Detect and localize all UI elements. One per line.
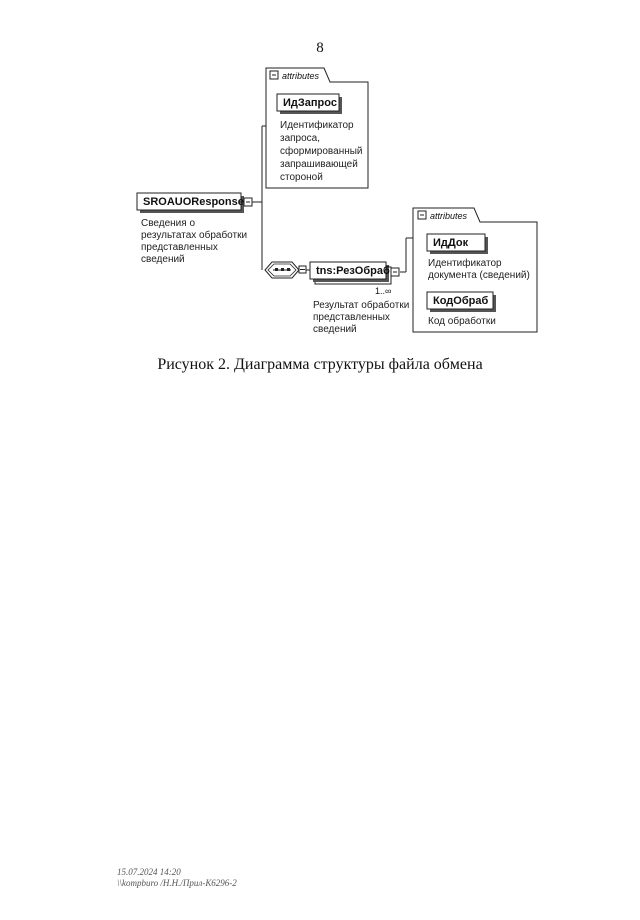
footer-timestamp: 15.07.2024 14:20 <box>117 867 181 877</box>
attr-idzapros-doc: Идентификатор запроса, сформированный запрашивающей стороной <box>280 120 363 183</box>
attr-kodobrab-name: КодОбраб <box>433 295 489 307</box>
root-attributes-group <box>266 68 368 188</box>
page-number: 8 <box>316 40 324 56</box>
child-element-doc: Результат обработки представленных сведений <box>313 300 410 335</box>
attr-iddok-name: ИдДок <box>433 237 469 249</box>
root-attributes-title: attributes <box>282 71 320 81</box>
root-element-doc: Сведения о результатах обработки представленных сведений <box>141 218 248 265</box>
figure-caption: Рисунок 2. Диаграмма структуры файла обмена <box>157 356 483 373</box>
footer-stamp <box>117 867 237 889</box>
footer-file-path: \\kompburo /Н.Н./Прил-К6296-2 <box>117 878 237 888</box>
child-cardinality: 1..∞ <box>375 286 392 296</box>
child-attributes-title: attributes <box>430 211 468 221</box>
attr-kodobrab-doc: Код обработки <box>428 316 496 327</box>
root-element-name: SROAUOResponse <box>143 196 244 208</box>
child-element <box>310 262 412 335</box>
child-element-name: tns:РезОбраб <box>316 265 390 277</box>
xml-schema-diagram <box>0 0 640 360</box>
child-attributes-group <box>413 208 537 332</box>
root-element <box>137 193 256 265</box>
attr-iddok-doc: Идентификатор документа (сведений) <box>428 258 530 281</box>
attr-idzapros-name: ИдЗапрос <box>283 97 337 109</box>
sequence-compositor-icon <box>265 262 306 278</box>
